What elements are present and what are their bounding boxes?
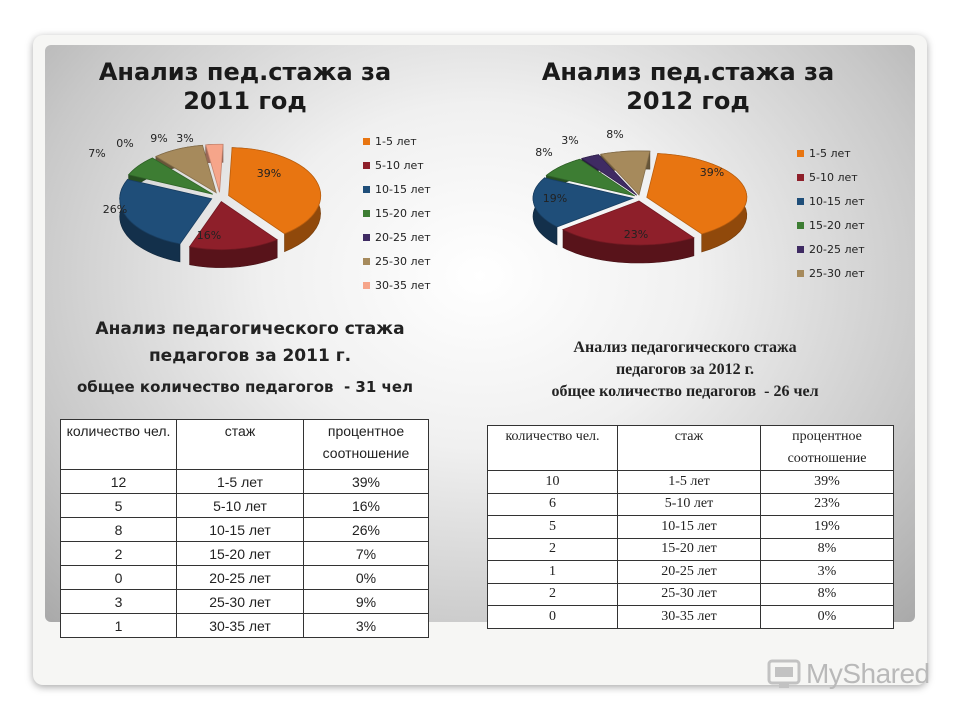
table-2012-cell-count: 1 (488, 561, 618, 584)
legend-swatch (363, 282, 370, 289)
subtitle-2011 (60, 316, 440, 370)
table-2012-header-count: количество чел. (488, 426, 618, 471)
table-2011-cell-percent: 9% (304, 590, 429, 614)
table-2012-cell-percent: 0% (761, 606, 894, 629)
table-2012-cell-percent: 3% (761, 561, 894, 584)
table-2011-header-experience: стаж (177, 420, 304, 470)
legend-label: 20-25 лет (375, 231, 431, 244)
pie-data-label: 3% (561, 134, 579, 147)
table-2012-cell-count: 2 (488, 583, 618, 606)
subtitle-2012-line2: педагогов за 2012 г. (615, 361, 755, 378)
table-2011-row (61, 494, 429, 518)
table-2011-cell-percent: 3% (304, 614, 429, 638)
legend-swatch (363, 162, 370, 169)
legend-label: 5-10 лет (375, 159, 424, 172)
table-2012-cell-count: 6 (488, 493, 618, 516)
legend-label: 20-25 лет (809, 243, 865, 256)
table-2012-cell-count: 5 (488, 516, 618, 539)
watermark-text: MyShared (806, 658, 930, 689)
table-2011-cell-experience: 20-25 лет (177, 566, 304, 590)
legend-swatch (363, 186, 370, 193)
legend-swatch (797, 246, 804, 253)
legend-label: 15-20 лет (375, 207, 431, 220)
table-2011-cell-count: 2 (61, 542, 177, 566)
table-2012-header-experience: стаж (618, 426, 761, 471)
pie-data-label: 8% (606, 128, 624, 141)
legend-swatch (797, 222, 804, 229)
table-2011-cell-experience: 5-10 лет (177, 494, 304, 518)
table-2011-header-count: количество чел. (61, 420, 177, 470)
table-2012-cell-percent: 23% (761, 493, 894, 516)
table-2011-row (61, 542, 429, 566)
legend-label: 10-15 лет (375, 183, 431, 196)
total-teachers-2012: общее количество педагогов - 26 чел (551, 383, 819, 400)
table-2011-cell-count: 0 (61, 566, 177, 590)
subtitle-2011-line1: Анализ педагогического стажа (95, 319, 405, 339)
table-2011-cell-percent: 16% (304, 494, 429, 518)
table-2012-cell-percent: 19% (761, 516, 894, 539)
table-2012-cell-count: 10 (488, 471, 618, 494)
table-2011-cell-experience: 15-20 лет (177, 542, 304, 566)
pie-data-label: 16% (196, 229, 222, 242)
table-2011-cell-percent: 7% (304, 542, 429, 566)
pie-data-label: 7% (88, 147, 106, 160)
chart-title-2012 (518, 58, 858, 116)
table-2011-row (61, 590, 429, 614)
table-2012-row (488, 606, 894, 629)
table-2012-cell-experience: 30-35 лет (618, 606, 761, 629)
table-2011-row (61, 566, 429, 590)
table-2012-row (488, 561, 894, 584)
table-2011 (60, 419, 429, 638)
table-2011-cell-count: 8 (61, 518, 177, 542)
legend-label: 1-5 лет (375, 135, 417, 148)
chart-title-2012-line2: 2012 год (626, 87, 750, 115)
pie-chart-2012 (505, 125, 905, 290)
table-2012-row (488, 471, 894, 494)
pie-data-label: 19% (542, 192, 568, 205)
subtitle-2011-line2: педагогов за 2011 г. (148, 346, 352, 366)
table-2012-cell-experience: 5-10 лет (618, 493, 761, 516)
table-2011-cell-count: 5 (61, 494, 177, 518)
table-2011-cell-experience: 10-15 лет (177, 518, 304, 542)
table-2012 (487, 425, 894, 629)
legend-swatch (797, 174, 804, 181)
legend-swatch (363, 234, 370, 241)
legend-swatch (797, 150, 804, 157)
chart-title-2011-line2: 2011 год (183, 87, 307, 115)
table-2011-cell-count: 3 (61, 590, 177, 614)
table-2012-cell-experience: 15-20 лет (618, 538, 761, 561)
legend-swatch (797, 198, 804, 205)
legend-label: 30-35 лет (375, 279, 431, 292)
table-2011-cell-count: 1 (61, 614, 177, 638)
pie-data-label: 8% (535, 146, 553, 159)
table-2012-row (488, 516, 894, 539)
legend-label: 1-5 лет (809, 147, 851, 160)
table-2011-cell-percent: 26% (304, 518, 429, 542)
pie-data-label: 0% (116, 137, 134, 150)
pie-data-label: 39% (699, 166, 725, 179)
legend-label: 5-10 лет (809, 171, 858, 184)
legend-swatch (363, 210, 370, 217)
pie-data-label: 3% (176, 132, 194, 145)
table-2012-cell-count: 0 (488, 606, 618, 629)
chart-title-2012-line1: Анализ пед.стажа за (541, 58, 835, 86)
legend-swatch (363, 138, 370, 145)
table-2012-cell-experience: 10-15 лет (618, 516, 761, 539)
table-2012-cell-experience: 20-25 лет (618, 561, 761, 584)
legend-label: 10-15 лет (809, 195, 865, 208)
table-2012-row (488, 538, 894, 561)
table-2011-cell-percent: 39% (304, 470, 429, 494)
subtitle-2012 (485, 337, 885, 403)
table-2011-cell-experience: 25-30 лет (177, 590, 304, 614)
myshared-logo-icon (766, 655, 804, 691)
pie-chart-2011 (60, 125, 460, 300)
pie-data-label: 23% (623, 228, 649, 241)
table-2011-row (61, 518, 429, 542)
table-2011-cell-experience: 30-35 лет (177, 614, 304, 638)
legend-swatch (363, 258, 370, 265)
table-2011-cell-percent: 0% (304, 566, 429, 590)
pie-data-label: 26% (102, 203, 128, 216)
legend-label: 25-30 лет (809, 267, 865, 280)
table-2012-cell-percent: 8% (761, 538, 894, 561)
table-2011-row (61, 614, 429, 638)
chart-title-2011-line1: Анализ пед.стажа за (98, 58, 392, 86)
table-2012-row (488, 583, 894, 606)
table-2011-row (61, 470, 429, 494)
table-2011-header-percent: процентное соотношение (304, 420, 429, 470)
subtitle-2012-line1: Анализ педагогического стажа (573, 339, 797, 356)
table-2012-cell-percent: 39% (761, 471, 894, 494)
legend-swatch (797, 270, 804, 277)
table-2012-header-percent: процентное соотношение (761, 426, 894, 471)
legend-label: 25-30 лет (375, 255, 431, 268)
pie-data-label: 9% (150, 132, 168, 145)
total-teachers-2011: общее количество педагогов - 31 чел (77, 378, 413, 396)
table-2011-cell-count: 12 (61, 470, 177, 494)
pie-data-label: 39% (256, 167, 282, 180)
table-2012-cell-experience: 1-5 лет (618, 471, 761, 494)
table-2011-cell-experience: 1-5 лет (177, 470, 304, 494)
table-2012-cell-percent: 8% (761, 583, 894, 606)
chart-title-2011 (75, 58, 415, 116)
table-2012-row (488, 493, 894, 516)
table-2012-cell-count: 2 (488, 538, 618, 561)
table-2012-cell-experience: 25-30 лет (618, 583, 761, 606)
legend-label: 15-20 лет (809, 219, 865, 232)
